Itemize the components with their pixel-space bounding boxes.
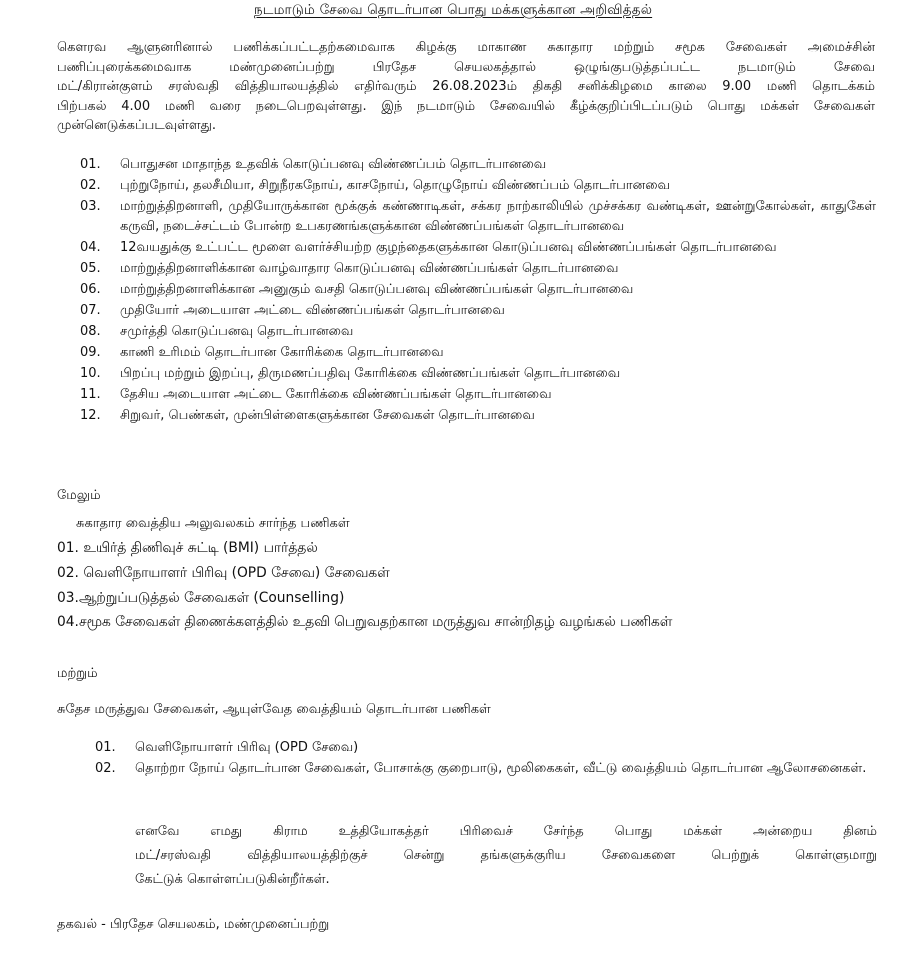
list-item bbox=[80, 280, 880, 300]
ayurveda-intro-word: மற்றும் bbox=[57, 666, 98, 681]
item-number: 03. bbox=[80, 199, 101, 214]
item-text: காணி உரிமம் தொடர்பான கோரிக்கை தொடர்பானவை bbox=[120, 344, 444, 360]
item-number: 09. bbox=[80, 344, 101, 360]
item-text: 12வயதுக்கு உட்பட்ட மூளை வளர்ச்சியற்ற குழந்தைகளுக்கான கொடுப்பனவு விண்ணப்பங்கள் தொடர்பானவை bbox=[120, 239, 777, 255]
health-item: 04.சமூக சேவைகள் திணைக்களத்தில் உதவி பெறுவதற்கான மருத்துவ சான்றிதழ் வழங்கல் பணிகள் bbox=[57, 614, 673, 630]
item-number: 10. bbox=[80, 365, 101, 381]
list-item bbox=[80, 197, 880, 236]
item-number: 11. bbox=[80, 386, 101, 402]
intro-line: பிற்பகல் 4.00 மணி வரை நடைபெறவுள்ளது. இந் நடமாடும் சேவையில் கீழ்க்குறிப்பிடப்படும் பொது மக்கள் சேவைகள் bbox=[57, 98, 875, 114]
intro-paragraph bbox=[57, 38, 875, 136]
list-item bbox=[95, 738, 875, 758]
services-list bbox=[80, 155, 880, 427]
health-heading: சுகாதார வைத்திய அலுவலகம் சார்ந்த பணிகள் bbox=[76, 516, 350, 531]
health-item: 03.ஆற்றுப்படுத்தல் சேவைகள் (Counselling) bbox=[57, 590, 345, 606]
item-number: 01. bbox=[80, 157, 101, 172]
item-number: 06. bbox=[80, 281, 101, 297]
intro-line: பணிப்புரைக்கமைவாக மண்முனைப்பற்று பிரதேச செயலகத்தால் ஒழுங்குபடுத்தப்பட்ட நடமாடும் சேவை bbox=[57, 59, 875, 75]
list-item bbox=[80, 155, 880, 175]
item-number: 05. bbox=[80, 260, 101, 276]
item-text: மாற்றுத்திறனாளி, முதியோருக்கான மூக்குக் கண்ணாடிகள், சக்கர நாற்காலியில் முச்சக்கர வண்டிகள், ஊன்றுகோல்கள், காதுகேள் கருவி, நடைச்சட்டம் போன்ற உபகரணங்களுக்கான விண்ணப்பங்கள் தொடர்பானவை bbox=[120, 199, 876, 234]
list-item bbox=[80, 364, 880, 384]
health-item: 01. உயிர்த் திணிவுச் சுட்டி (BMI) பார்த்தல் bbox=[57, 540, 318, 556]
list-item bbox=[80, 176, 880, 196]
list-item bbox=[80, 343, 880, 363]
health-intro-word: மேலும் bbox=[57, 488, 101, 503]
item-text: சிறுவர், பெண்கள், முன்பிள்ளைகளுக்கான சேவைகள் தொடர்பானவை bbox=[120, 407, 535, 423]
list-item bbox=[80, 385, 880, 405]
notice-title-text: நடமாடும் சேவை தொடர்பான பொது மக்களுக்கான அறிவித்தல் bbox=[253, 2, 653, 18]
item-text: முதியோர் அடையாள அட்டை விண்ணப்பங்கள் தொடர்பானவை bbox=[120, 302, 505, 318]
item-number: 07. bbox=[80, 302, 101, 318]
item-text: மாற்றுத்திறனாளிக்கான வாழ்வாதார கொடுப்பனவு விண்ணப்பங்கள் தொடர்பானவை bbox=[120, 260, 619, 276]
footer-info: தகவல் - பிரதேச செயலகம், மண்முனைப்பற்று bbox=[57, 917, 330, 932]
list-item bbox=[80, 406, 880, 426]
item-text: பிறப்பு மற்றும் இறப்பு, திருமணப்பதிவு கோரிக்கை விண்ணப்பங்கள் தொடர்பானவை bbox=[120, 365, 621, 381]
intro-line: மட்/கிரான்குளம் சரஸ்வதி வித்தியாலயத்தில் எதிர்வரும் 26.08.2023ம் திகதி சனிக்கிழமை காலை 9.00 மணி தொடக்கம் bbox=[57, 79, 875, 94]
item-number: 02. bbox=[95, 761, 116, 776]
item-text: தேசிய அடையாள அட்டை கோரிக்கை விண்ணப்பங்கள் தொடர்பானவை bbox=[120, 386, 552, 402]
list-item bbox=[80, 322, 880, 342]
health-item: 02. வெளிநோயாளர் பிரிவு (OPD சேவை) சேவைகள் bbox=[57, 565, 390, 581]
item-text: மாற்றுத்திறனாளிக்கான அனுகும் வசதி கொடுப்பனவு விண்ணப்பங்கள் தொடர்பானவை bbox=[120, 281, 634, 297]
list-item bbox=[80, 259, 880, 279]
closing-line: மட்/சரஸ்வதி வித்தியாலயத்திற்குச் சென்று தங்களுக்குரிய சேவைகளை பெற்றுக் கொள்ளுமாறு bbox=[135, 848, 877, 863]
intro-line: கௌரவ ஆளுனரினால் பணிக்கப்பட்டதற்கமைவாக கிழக்கு மாகாண சுகாதார மற்றும் சமூக சேவைகள் அமைச்சின் bbox=[57, 40, 875, 55]
closing-paragraph bbox=[135, 820, 877, 892]
item-text: சமுர்த்தி கொடுப்பனவு தொடர்பானவை bbox=[120, 323, 354, 339]
ayurveda-heading: சுதேச மருத்துவ சேவைகள், ஆயுள்வேத வைத்தியம் தொடர்பான பணிகள் bbox=[57, 702, 491, 717]
item-text: வெளிநோயாளர் பிரிவு (OPD சேவை) bbox=[135, 740, 359, 755]
item-text: புற்றுநோய், தலசீமியா, சிறுநீரகநோய், காசநோய், தொழுநோய் விண்ணப்பம் தொடர்பானவை bbox=[120, 178, 670, 193]
list-item bbox=[80, 238, 880, 258]
notice-title bbox=[0, 2, 906, 20]
item-number: 01. bbox=[95, 740, 116, 755]
item-text: பொதுசன மாதாந்த உதவிக் கொடுப்பனவு விண்ணப்பம் தொடர்பானவை bbox=[120, 157, 547, 172]
item-number: 12. bbox=[80, 407, 101, 423]
ayurveda-list bbox=[95, 738, 875, 780]
closing-line: எனவே எமது கிராம உத்தியோகத்தர் பிரிவைச் சேர்ந்த பொது மக்கள் அன்றைய தினம் bbox=[135, 824, 877, 839]
item-number: 08. bbox=[80, 323, 101, 339]
list-item bbox=[95, 759, 875, 779]
item-text: தொற்றா நோய் தொடர்பான சேவைகள், போசாக்கு குறைபாடு, மூலிகைகள், வீட்டு வைத்தியம் தொடர்பான ஆலோசனைகள். bbox=[135, 761, 867, 776]
list-item bbox=[80, 301, 880, 321]
intro-line: முன்னெடுக்கப்படவுள்ளது. bbox=[57, 118, 217, 133]
closing-line: கேட்டுக் கொள்ளப்படுகின்றீர்கள். bbox=[135, 872, 330, 887]
item-number: 04. bbox=[80, 239, 101, 255]
item-number: 02. bbox=[80, 178, 101, 193]
